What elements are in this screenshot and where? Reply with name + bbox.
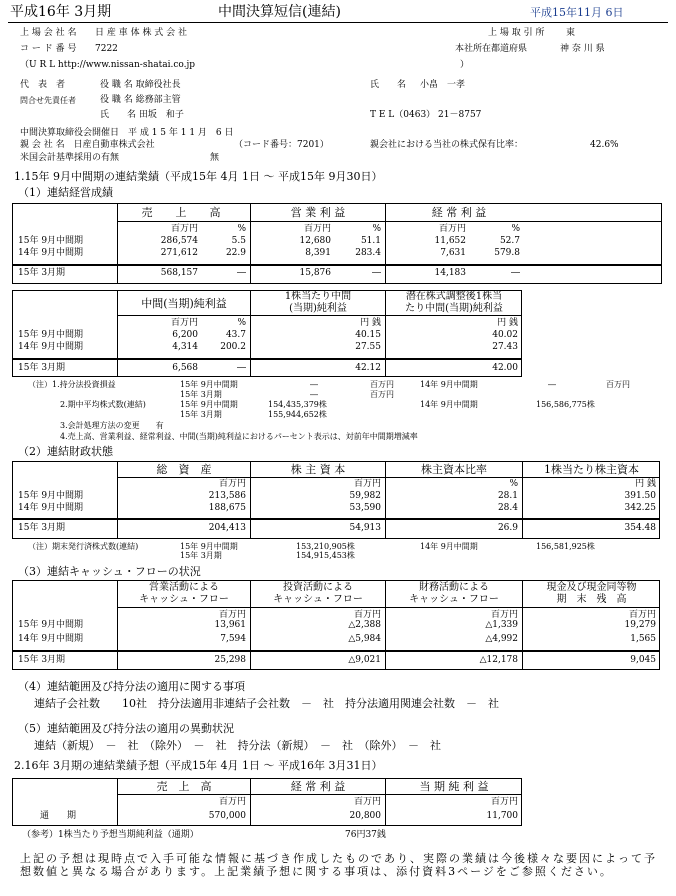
unit: 百万円 [170,318,198,328]
rep-name: 小畠 一孝 [420,80,466,90]
parent-ratio-label: 親会社における当社の株式保有比率： [370,140,524,150]
t3-header: 株主資本比率 [421,463,487,476]
forecast-ref-value: 76円37銭 [345,830,386,840]
forecast-value: 570,000 [208,811,246,821]
note-value: ― [310,380,318,389]
report-title: 中間決算短信(連結) [218,4,341,20]
rep-label: 代 表 者 [20,80,66,90]
table-cell: 5.5 [231,236,246,246]
note-value: ― [548,380,556,389]
unit: % [237,224,246,234]
table-cell: 51.1 [360,236,381,246]
table-cell: 204,413 [208,523,246,533]
footer-disclaimer: 上記の予想は現時点で入手可能な情報に基づき作成したものであり、実際の業績は今後様々な要因によって予想数値と異なる場合があります。上記業績予想に関する事項は、添付資料3ページをご参照ください。 [20,852,657,878]
table-cell: 342.25 [624,503,656,513]
table-cell: 13,961 [214,620,246,630]
table-cell: 568,157 [160,268,198,278]
unit: 百万円 [218,797,246,807]
note-percent: 4.売上高、営業利益、経常利益、中間(当期)純利益におけるパーセント表示は、対前年中間期増減率 [60,432,418,441]
row-label: 15年 9月中間期 [18,330,84,340]
t4-header: 投資活動による キャッシュ・フロー [273,582,363,605]
t2-header: 中間(当期)純利益 [141,297,227,310]
table-cell: △9,021 [348,655,381,665]
unit: 百万円 [303,224,331,234]
table-cell: 59,982 [349,491,381,501]
note-period: 14年 9月中間期 [420,380,478,389]
row-label: 15年 9月中間期 [18,236,84,246]
table-cell: 11,652 [434,236,466,246]
unit: 百万円 [628,610,656,620]
unit: 百万円 [490,797,518,807]
t3-header: 1株当たり株主資本 [544,463,639,476]
section4-line: 連結子会社数 10社 持分法適用非連結子会社数 － 社 持分法適用関連会社数 － 社 [34,697,499,710]
t1-header: 営 業 利 益 [290,206,346,219]
table-cell: 27.43 [492,342,518,352]
forecast-ref-label: （参考）1株当たり予想当期純利益（通期） [22,830,199,840]
parent-company: 親 会 社 名 日産自動車株式会社 [20,140,155,150]
table-cell: 213,586 [208,491,246,501]
note-avg-shares: 2.期中平均株式数(連結) [60,400,146,409]
section5-line: 連結（新規） － 社 （除外） － 社 持分法（新規） － 社 （除外） － 社 [34,739,441,752]
contact-title: 役 職 名 総務部主管 [100,95,181,105]
table-cell: ― [237,268,246,278]
board-date: 中間決算取締役会開催日 平 成 1 5 年 1 1 月 6 日 [20,128,234,138]
exchange-label: 上 場 取 引 所 [488,28,545,38]
section3-title: （3）連結キャッシュ・フローの状況 [18,565,201,578]
note-value: 154,915,453株 [296,551,355,560]
table-cell: 6,200 [172,330,198,340]
table-cell: 14,183 [434,268,466,278]
report-period: 平成16年 3月期 [10,4,112,20]
table-cell: ― [237,363,246,373]
note-value: 156,586,775株 [536,400,595,409]
unit: 百万円 [353,610,381,620]
code-value: 7222 [95,44,118,54]
unit: % [509,479,518,489]
note-value: ― [310,390,318,399]
t1-header: 経 常 利 益 [431,206,487,219]
us-gaap-value: 無 [210,153,220,163]
t4-header: 財務活動による キャッシュ・フロー [409,582,499,605]
table-cell: ― [372,268,381,278]
row-label: 15年 3月期 [18,655,66,665]
table-cell: 12,680 [299,236,331,246]
report-date: 平成15年11月 6日 [530,6,624,19]
table-cell: △4,992 [485,634,518,644]
row-label: 14年 9月中間期 [18,342,84,352]
unit: 円 銭 [360,318,381,328]
company-label: 上 場 会 社 名 [20,28,77,38]
note-period: 14年 9月中間期 [420,400,478,409]
unit: % [237,318,246,328]
table-cell: 286,574 [160,236,198,246]
table-cell: △2,388 [348,620,381,630]
hq-value: 神 奈 川 県 [560,44,605,54]
contact-name: 氏 名 田坂 和子 [100,110,184,120]
unit: 百万円 [218,610,246,620]
table-cell: 22.9 [225,248,246,258]
parent-ratio-value: 42.6% [590,140,619,150]
forecast-header: 売 上 高 [156,780,212,793]
row-label: 15年 3月期 [18,268,66,278]
table-cell: 1,565 [630,634,656,644]
note-period: 15年 3月期 [180,551,222,560]
row-label: 14年 9月中間期 [18,248,84,258]
note-accounting-change: 3.会計処理方法の変更 有 [60,421,164,430]
table-cell: 391.50 [624,491,656,501]
t4-header: 営業活動による キャッシュ・フロー [139,582,229,605]
note-unit: 百万円 [370,390,394,399]
forecast-title: 2.16年 3月期の連結業績予想（平成15年 4月 1日 ～ 平成16年 3月31日） [14,759,383,772]
table-cell: 7,594 [220,634,246,644]
unit: 円 銭 [497,318,518,328]
table-cell: 52.7 [499,236,520,246]
row-label: 14年 9月中間期 [18,634,84,644]
rep-title: 役 職 名 取締役社長 [100,80,181,90]
company-name: 日 産 車 体 株 式 会 社 [95,28,188,38]
table-cell: 40.15 [355,330,381,340]
table-cell: △5,984 [348,634,381,644]
t3-header: 株 主 資 本 [290,463,346,476]
table-cell: 26.9 [497,523,518,533]
rep-name-label: 氏 名 [370,80,407,90]
table-cell: 8,391 [305,248,331,258]
section4-title: （4）連結範囲及び持分法の適用に関する事項 [18,680,245,693]
table-cell: 54,913 [349,523,381,533]
contact-tel: T E L（0463） 21－8757 [370,110,482,120]
row-label: 15年 3月期 [18,523,66,533]
forecast-value: 11,700 [486,811,518,821]
note-shares-outstanding: （注）期末発行済株式数(連結) [28,542,139,551]
unit: 百万円 [490,610,518,620]
note-period: 15年 3月期 [180,410,222,419]
unit: 百万円 [170,224,198,234]
table-cell: 15,876 [299,268,331,278]
table-cell: ― [511,268,520,278]
note-unit: 百万円 [370,380,394,389]
t1-header: 売 上 高 [141,206,227,219]
forecast-header: 経 常 利 益 [290,780,346,793]
hq-label: 本社所在都道府県 [455,44,528,54]
table-cell: 40.02 [492,330,518,340]
table-cell: △1,339 [485,620,518,630]
us-gaap-label: 米国会計基準採用の有無 [20,153,120,163]
t3-header: 総 資 産 [156,463,212,476]
note-period: 15年 3月期 [180,390,222,399]
note-equity-method: （注）1.持分法投資損益 [28,380,116,389]
unit: % [511,224,520,234]
unit: 百万円 [218,479,246,489]
table-cell: 271,612 [160,248,198,258]
unit: 円 銭 [635,479,656,489]
unit: % [372,224,381,234]
t2-header: 潜在株式調整後1株当 たり中間(当期)純利益 [405,291,503,314]
table-cell: 53,590 [349,503,381,513]
table-cell: 28.1 [497,491,518,501]
table-cell: 43.7 [225,330,246,340]
code-label: コ ー ド 番 号 [20,44,77,54]
table-cell: 188,675 [208,503,246,513]
table-cell: 42.12 [355,363,381,373]
row-label: 14年 9月中間期 [18,503,84,513]
section5-title: （5）連結範囲及び持分法の適用の異動状況 [18,722,234,735]
note-period: 15年 9月中間期 [180,400,238,409]
t2-header: 1株当たり中間 (当期)純利益 [284,291,352,314]
row-label: 15年 9月中間期 [18,620,84,630]
parent-code: （コード番号：7201） [234,140,329,150]
section1-title: 1.15年 9月中間期の連結業績（平成15年 4月 1日 ～ 平成15年 9月30日） [14,170,383,183]
forecast-header: 当 期 純 利 益 [419,780,489,793]
note-value: 153,210,905株 [296,542,355,551]
unit: 百万円 [353,479,381,489]
table-cell: 579.8 [494,248,520,258]
note-value: 154,435,379株 [268,400,327,409]
table-cell: 25,298 [214,655,246,665]
note-period: 15年 9月中間期 [180,542,238,551]
note-period: 14年 9月中間期 [420,542,478,551]
exchange-value: 東 [566,28,576,38]
table-cell: 42.00 [492,363,518,373]
table-cell: 283.4 [355,248,381,258]
row-label: 15年 9月中間期 [18,491,84,501]
table-cell: 9,045 [630,655,656,665]
unit: 百万円 [438,224,466,234]
forecast-value: 20,800 [349,811,381,821]
table-cell: 6,568 [172,363,198,373]
table-cell: 28.4 [497,503,518,513]
table-cell: 27.55 [355,342,381,352]
table-cell: 19,279 [624,620,656,630]
table-cell: 7,631 [440,248,466,258]
note-value: 155,944,652株 [268,410,327,419]
note-unit: 百万円 [606,380,630,389]
note-value: 156,581,925株 [536,542,595,551]
t4-header: 現金及び現金同等物 期 末 残 高 [546,582,637,605]
table-cell: 200.2 [220,342,246,352]
url-close: ） [460,60,470,70]
company-url[interactable]: （U R L http://www.nissan-shatai.co.jp [20,60,196,70]
forecast-row-label: 通 期 [40,811,77,821]
row-label: 15年 3月期 [18,363,66,373]
contact-label: 問合せ先責任者 [20,96,76,105]
table-cell: 354.48 [624,523,656,533]
unit: 百万円 [353,797,381,807]
section1-sub1: （1）連結経営成績 [18,186,113,199]
table-cell: 4,314 [172,342,198,352]
table-cell: △12,178 [479,655,518,665]
section2-title: （2）連結財政状態 [18,445,113,458]
note-period: 15年 9月中間期 [180,380,238,389]
